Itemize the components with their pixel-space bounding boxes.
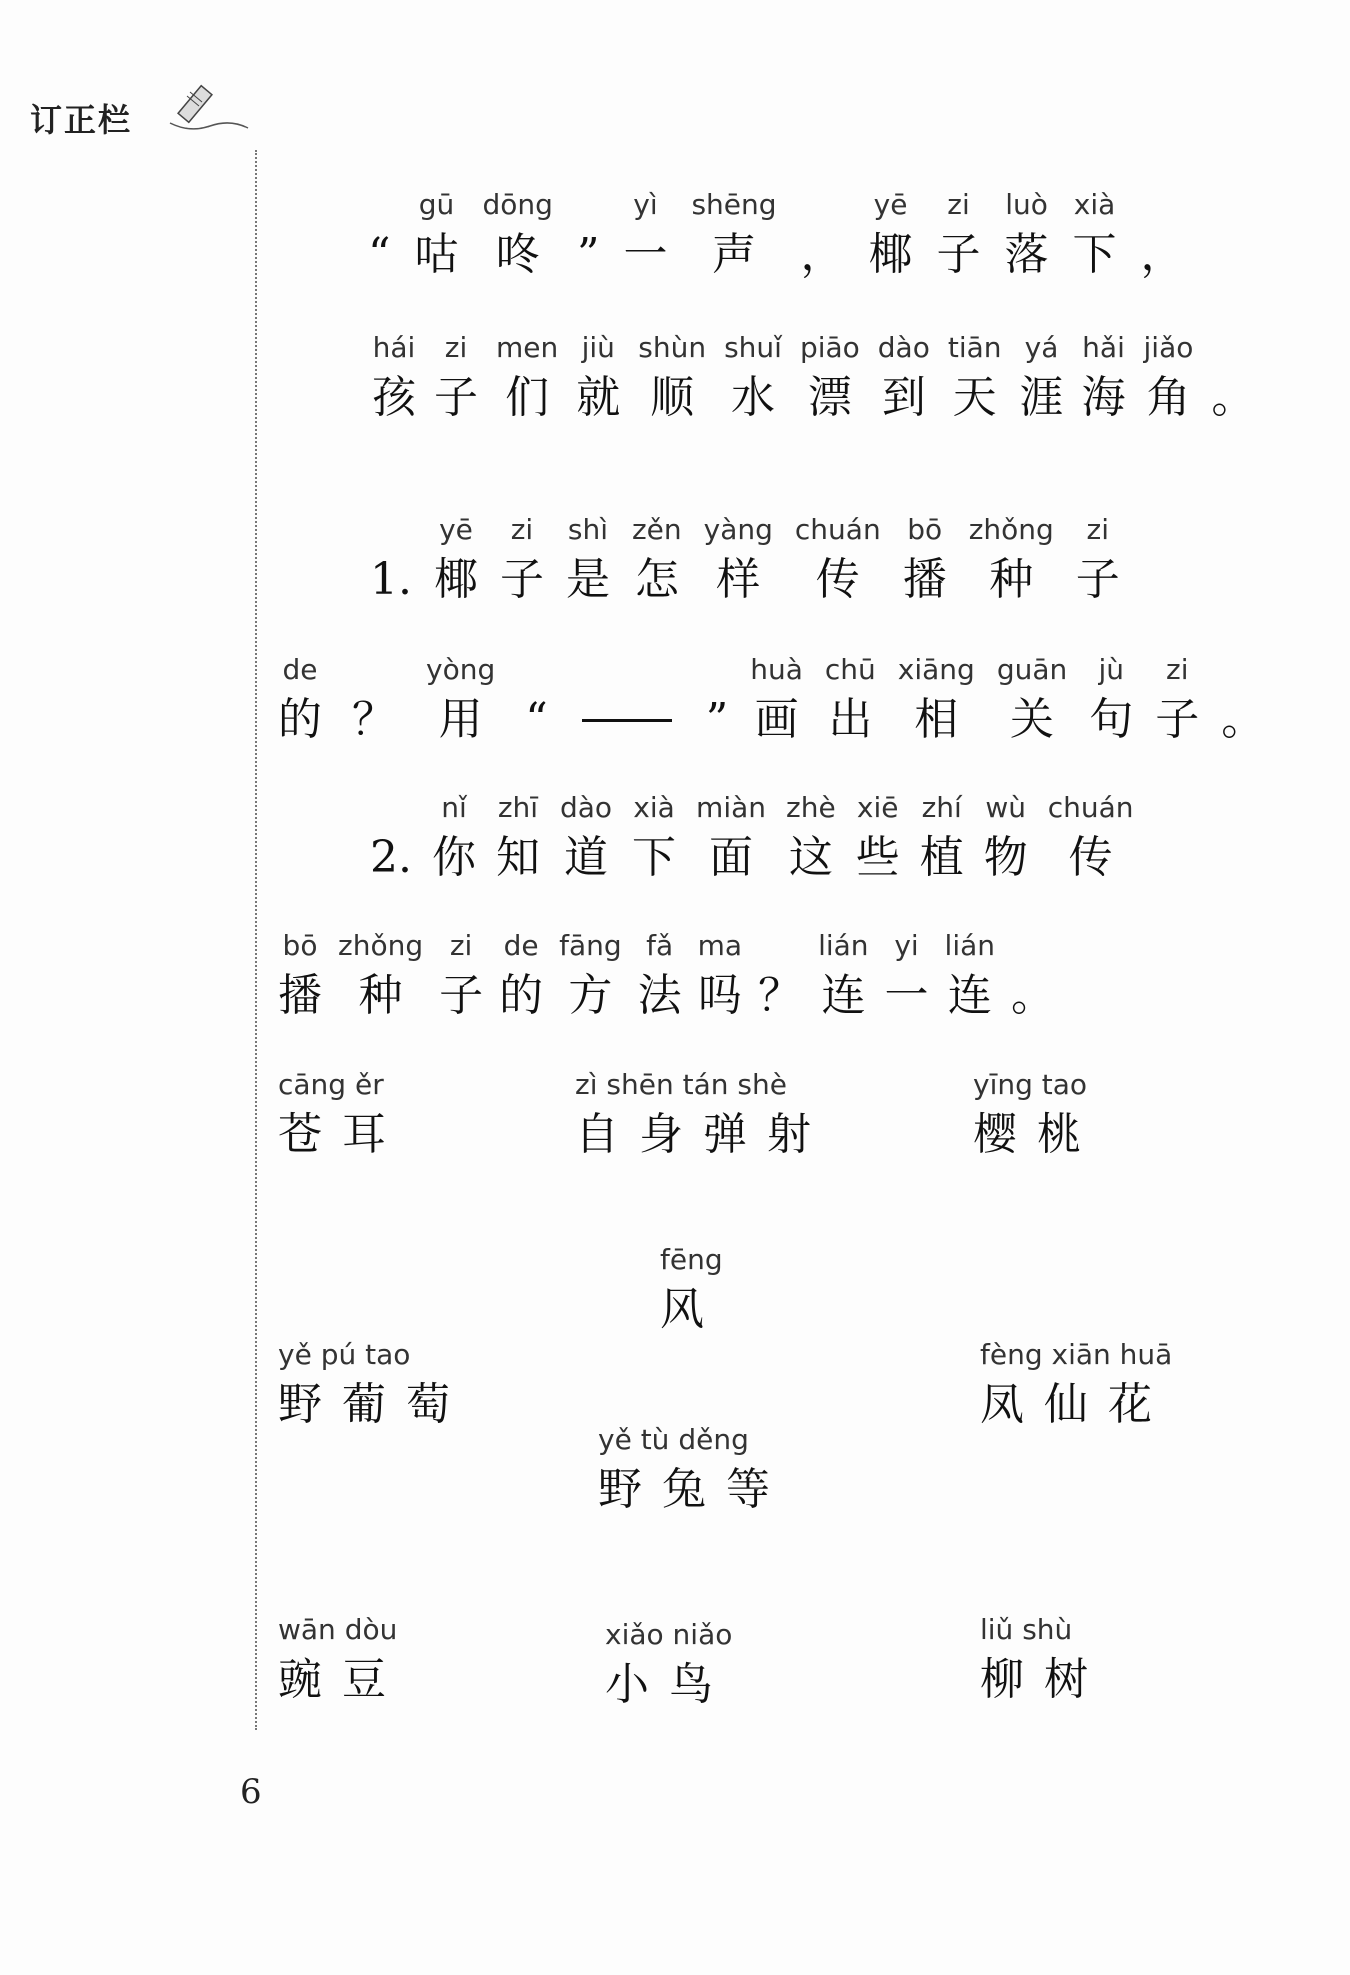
pinyin: zi (449, 929, 473, 962)
char-token (1211, 328, 1255, 428)
pinyin: shùn (638, 331, 707, 364)
char-token (632, 788, 676, 888)
hanzi: 咕 (414, 229, 459, 280)
passage-line-1 (368, 185, 1185, 285)
pinyin: yá (1024, 331, 1059, 364)
pinyin: yàng (703, 513, 773, 546)
char-token (434, 328, 478, 428)
char-token (577, 185, 600, 285)
pinyin: yě pú tao (278, 1338, 411, 1371)
pinyin: jiǎo (1143, 331, 1194, 364)
word-yetudeng[interactable] (598, 1420, 790, 1520)
hanzi: 2. (370, 832, 412, 883)
hanzi: 物 (983, 832, 1028, 883)
hanzi: 关 (1010, 694, 1055, 745)
char-token (278, 926, 322, 1026)
char-token (856, 788, 900, 888)
hanzi: 到 (881, 372, 926, 423)
char-token (750, 650, 803, 750)
hanzi: ” (705, 694, 729, 745)
word-wandou[interactable] (278, 1610, 406, 1710)
pinyin: fǎ (646, 929, 674, 962)
hanzi: ” (576, 229, 600, 280)
char-token (800, 328, 860, 428)
hanzi: 播 (278, 970, 322, 1021)
char-token (638, 926, 682, 1026)
char-token (795, 510, 881, 610)
pinyin: ma (697, 929, 743, 962)
hanzi: 。 (1011, 970, 1056, 1021)
pinyin: yòng (426, 653, 496, 686)
hanzi: 子 (1155, 694, 1200, 745)
hanzi: 知 (495, 832, 540, 883)
pinyin: zhī (497, 791, 539, 824)
hanzi: 柳树 (980, 1654, 1108, 1705)
char-token (525, 650, 548, 750)
pinyin: fēng (660, 1243, 723, 1276)
correction-column-title: 订正栏 (30, 101, 133, 139)
hanzi: 野葡萄 (278, 1379, 470, 1430)
char-token (415, 185, 459, 285)
pinyin: wān dòu (278, 1613, 398, 1646)
question-2-line-2 (278, 926, 1055, 1026)
hanzi: 道 (564, 832, 609, 883)
hanzi: 播 (902, 554, 947, 605)
char-token (903, 510, 947, 610)
pinyin: zhǒng (968, 513, 1054, 546)
pinyin: men (496, 331, 559, 364)
char-token (638, 328, 706, 428)
pinyin: dào (559, 791, 613, 824)
word-yeputao[interactable] (278, 1335, 470, 1435)
char-token (724, 328, 782, 428)
char-token (997, 650, 1067, 750)
char-token (825, 650, 876, 750)
underline-mark (582, 719, 672, 722)
pinyin: fāng (559, 929, 622, 962)
hanzi: 漂 (807, 372, 852, 423)
pinyin: zì shēn tán shè (575, 1068, 787, 1101)
pinyin: piāo (799, 331, 860, 364)
char-token (984, 788, 1028, 888)
char-token (370, 788, 412, 888)
char-token (1144, 328, 1194, 428)
hanzi: 画 (754, 694, 799, 745)
char-token (885, 926, 929, 1026)
hanzi: ？ (758, 970, 803, 1021)
char-token (560, 788, 612, 888)
hanzi: 咚 (495, 229, 540, 280)
char-token (869, 185, 913, 285)
char-token (969, 510, 1054, 610)
question-2-line-1 (370, 788, 1133, 888)
char-token (698, 926, 742, 1026)
char-token (1155, 650, 1199, 750)
hanzi: 天 (952, 372, 997, 423)
margin-dotted-line (255, 150, 257, 1730)
hanzi: 野兔等 (598, 1464, 790, 1515)
word-liushu[interactable] (980, 1610, 1108, 1710)
hanzi: 。 (1221, 694, 1266, 745)
char-token (758, 926, 802, 1026)
char-token (1048, 788, 1134, 888)
char-token (496, 788, 540, 888)
hanzi: 。 (1211, 372, 1256, 423)
hanzi: 们 (505, 372, 550, 423)
pinyin: xià (1073, 188, 1116, 221)
pencil-icon (160, 78, 250, 138)
hanzi: 自身弹射 (575, 1109, 831, 1160)
char-token (696, 788, 766, 888)
hanzi: 风 (660, 1284, 724, 1335)
pinyin: dào (877, 331, 930, 364)
pinyin: lián (944, 929, 996, 962)
char-token (691, 185, 776, 285)
char-token (1073, 185, 1117, 285)
pinyin: jù (1098, 653, 1125, 686)
hanzi: 种 (358, 970, 403, 1021)
hanzi: 些 (855, 832, 900, 883)
hanzi: 面 (709, 832, 754, 883)
pinyin: zěn (631, 513, 682, 546)
hanzi: 法 (637, 970, 682, 1021)
word-cang-er[interactable] (278, 1065, 406, 1165)
pinyin: xià (633, 791, 675, 824)
hanzi: 水 (731, 372, 775, 423)
pinyin: zi (1086, 513, 1110, 546)
char-token (439, 926, 483, 1026)
char-token (937, 185, 981, 285)
hanzi: 下 (632, 832, 677, 883)
char-token (945, 926, 995, 1026)
char-token (1005, 185, 1049, 285)
char-token (920, 788, 964, 888)
pinyin: yi (894, 929, 919, 962)
passage-line-2 (372, 328, 1255, 428)
word-zishen-tanshe[interactable] (575, 1065, 831, 1165)
pinyin: luò (1005, 188, 1048, 221)
hanzi: 1. (370, 554, 412, 605)
hanzi: 子 (1075, 554, 1120, 605)
char-token (368, 185, 391, 285)
char-token (1020, 328, 1064, 428)
char-token (623, 185, 667, 285)
char-token (818, 926, 868, 1026)
pinyin: cāng ěr (278, 1068, 384, 1101)
pinyin: bō (282, 929, 318, 962)
pinyin: chuán (794, 513, 881, 546)
char-token (1221, 650, 1265, 750)
hanzi: 植 (919, 832, 964, 883)
hanzi: 一 (884, 970, 929, 1021)
pinyin: de (503, 929, 539, 962)
word-feng[interactable] (660, 1240, 724, 1340)
hanzi: 传 (815, 554, 860, 605)
hanzi: 小鸟 (605, 1659, 733, 1710)
char-token (1082, 328, 1126, 428)
hanzi: 子 (434, 372, 478, 423)
char-token (426, 650, 495, 750)
pinyin: zi (947, 188, 970, 221)
char-token (496, 328, 558, 428)
hanzi: 苍耳 (278, 1109, 406, 1160)
char-token (801, 185, 845, 285)
char-token (566, 510, 610, 610)
hanzi: 凤仙花 (980, 1379, 1172, 1430)
hanzi: 子 (499, 554, 544, 605)
pinyin: zi (510, 513, 534, 546)
char-token (500, 510, 544, 610)
pinyin: yē (873, 188, 908, 221)
char-token (338, 926, 423, 1026)
char-token (499, 926, 543, 1026)
hanzi: 子 (439, 970, 484, 1021)
pinyin: tiān (947, 331, 1002, 364)
hanzi: 顺 (650, 372, 695, 423)
pinyin: zhǒng (338, 929, 424, 962)
hanzi: 落 (1004, 229, 1049, 280)
hanzi: 相 (914, 694, 959, 745)
hanzi: 种 (989, 554, 1034, 605)
pinyin: yē (439, 513, 473, 546)
char-token (948, 328, 1002, 428)
pinyin: xiāng (897, 653, 975, 686)
hanzi: 样 (716, 554, 761, 605)
pinyin: xiǎo niǎo (605, 1618, 733, 1651)
word-yingtao[interactable] (973, 1065, 1101, 1165)
hanzi: 声 (711, 229, 756, 280)
pinyin: hái (372, 331, 416, 364)
pinyin: zi (1166, 653, 1189, 686)
pinyin: chū (824, 653, 876, 686)
pinyin: nǐ (441, 791, 467, 824)
hanzi: 用 (438, 694, 483, 745)
char-token (434, 510, 478, 610)
pinyin: guān (996, 653, 1068, 686)
pinyin: zi (444, 331, 468, 364)
pinyin: yì (633, 188, 658, 221)
char-token (576, 328, 620, 428)
hanzi: ？ (352, 694, 396, 745)
pinyin: zhí (921, 791, 962, 824)
char-token (432, 788, 476, 888)
hanzi: 豌豆 (278, 1654, 406, 1705)
hanzi: 吗 (697, 970, 742, 1021)
char-token (483, 185, 553, 285)
char-token (706, 650, 729, 750)
hanzi: 子 (936, 229, 981, 280)
pinyin: shēng (691, 188, 777, 221)
hanzi: 椰 (433, 554, 478, 605)
pinyin: zhè (786, 791, 836, 824)
char-token (278, 650, 322, 750)
question-1-line-2 (278, 650, 1265, 750)
hanzi: 出 (828, 694, 873, 745)
pinyin: liǔ shù (980, 1613, 1073, 1646)
char-token (1076, 510, 1120, 610)
hanzi: “ (368, 229, 391, 280)
question-1-line-1 (370, 510, 1120, 610)
hanzi: 连 (947, 970, 992, 1021)
hanzi: 你 (431, 832, 476, 883)
hanzi: 海 (1081, 372, 1126, 423)
char-token (559, 926, 622, 1026)
pinyin: de (282, 653, 318, 686)
char-token (1011, 926, 1055, 1026)
pinyin: dōng (482, 188, 553, 221)
pinyin: lián (818, 929, 869, 962)
pinyin: bō (907, 513, 943, 546)
pinyin: shuǐ (724, 331, 782, 364)
pinyin: xiē (856, 791, 899, 824)
hanzi: 一 (623, 229, 668, 280)
hanzi: 是 (565, 554, 610, 605)
pinyin: jiù (581, 331, 615, 364)
char-token (632, 510, 682, 610)
pinyin: huà (750, 653, 803, 686)
char-token (352, 650, 396, 750)
hanzi: 下 (1072, 229, 1117, 280)
hanzi: ， (800, 229, 845, 280)
char-token (372, 328, 416, 428)
pinyin: miàn (696, 791, 767, 824)
hanzi: 角 (1146, 372, 1191, 423)
char-token (1141, 185, 1185, 285)
char-token (1089, 650, 1133, 750)
word-xiaoniao[interactable] (605, 1615, 733, 1715)
char-token (878, 328, 930, 428)
pinyin: wù (985, 791, 1027, 824)
pinyin: shì (567, 513, 609, 546)
hanzi: 怎 (634, 554, 679, 605)
hanzi: 就 (576, 372, 621, 423)
hanzi: “ (525, 694, 548, 745)
hanzi: 句 (1089, 694, 1134, 745)
pinyin: fèng xiān huā (980, 1338, 1173, 1371)
hanzi: ， (1140, 229, 1185, 280)
hanzi: 涯 (1019, 372, 1064, 423)
char-token (786, 788, 836, 888)
char-token (370, 510, 412, 610)
char-token (898, 650, 975, 750)
hanzi: 连 (821, 970, 866, 1021)
pinyin: yě tù děng (598, 1423, 749, 1456)
pinyin: yīng tao (973, 1068, 1088, 1101)
hanzi: 传 (1068, 832, 1113, 883)
word-fengxianhua[interactable] (980, 1335, 1172, 1435)
hanzi: 的 (278, 694, 322, 745)
char-token (704, 510, 773, 610)
hanzi: 椰 (868, 229, 913, 280)
hanzi: 孩 (372, 372, 416, 423)
pinyin: hǎi (1082, 331, 1125, 364)
pinyin: chuán (1047, 791, 1134, 824)
hanzi: 方 (568, 970, 613, 1021)
hanzi: 的 (499, 970, 544, 1021)
pinyin: gū (418, 188, 455, 221)
hanzi: 樱桃 (973, 1109, 1101, 1160)
page-number: 6 (240, 1772, 262, 1812)
hanzi: 这 (788, 832, 833, 883)
